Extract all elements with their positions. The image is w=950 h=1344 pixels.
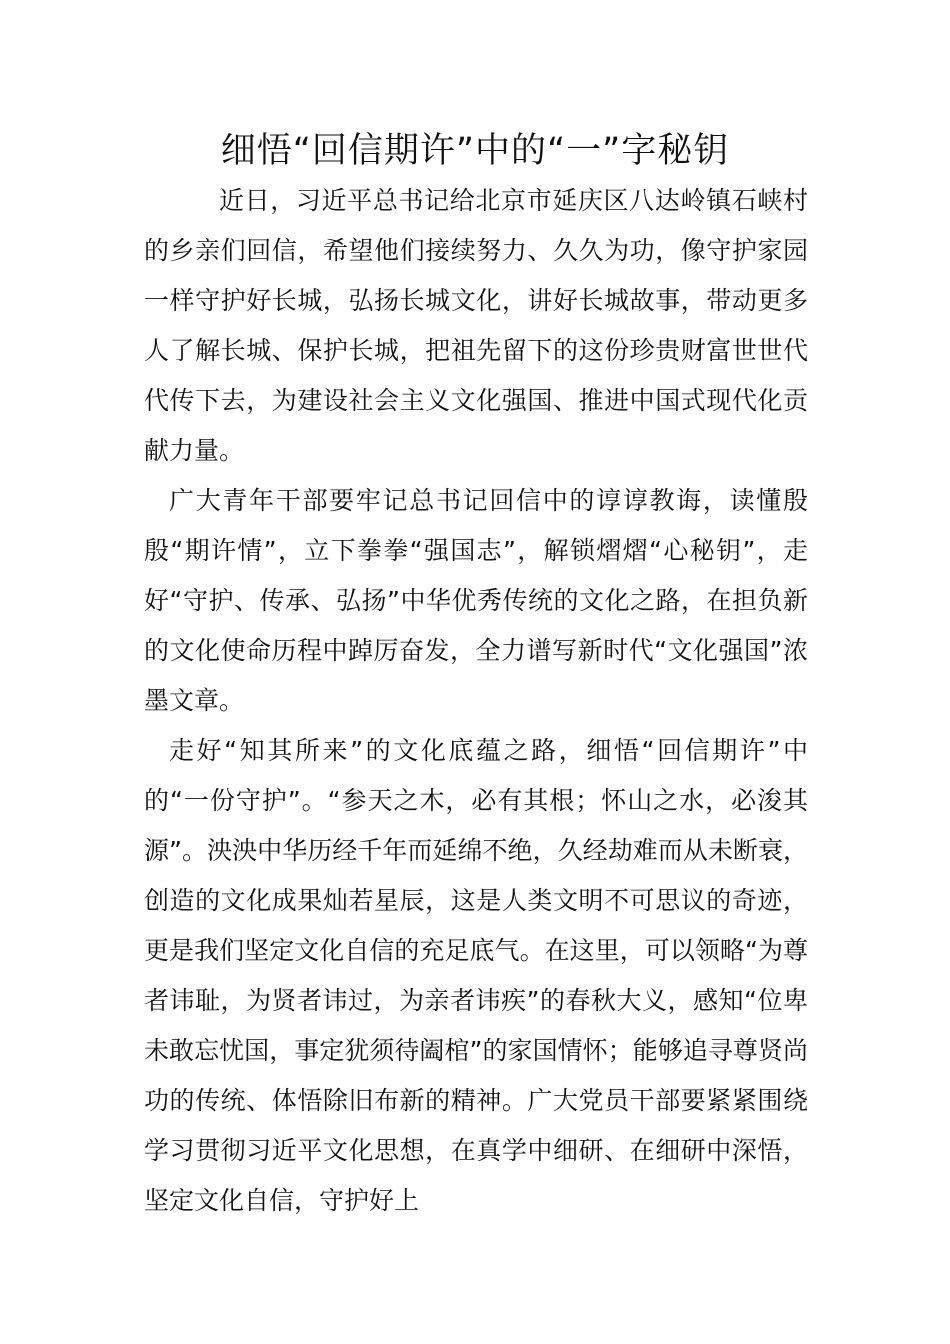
paragraph-youth-cadres: 广大青年干部要牢记总书记回信中的谆谆教诲，读懂殷殷“期许情”，立下拳拳“强国志”，解锁熠熠“心秘钥”，走好“守护、传承、弘扬”中华优秀传统的文化之路，在担负新的文化使命历程中踔厉奋发，全力谱写新时代“文化强国”浓墨文章。 [144, 486, 808, 715]
paragraph-cultural-heritage: 走好“知其所来”的文化底蕴之路，细悟“回信期许”中的“一份守护”。“参天之木，必有其根；怀山之水，必浚其源”。泱泱中华历经千年而延绵不绝，久经劫难而从未断衰，创造的文化成果灿若星辰，这是人类文明不可思议的奇迹，更是我们坚定文化自信的充足底气。在这里，可以领略“为尊者讳耻，为贤者讳过，为亲者讳疾”的春秋大义，感知“位卑未敢忘忧国，事定犹须待阖棺”的家国情怀；能够追寻尊贤尚功的传统、体悟除旧布新的精神。广大党员干部要紧紧围绕学习贯彻习近平文化思想，在真学中细研、在细研中深悟，坚定文化自信，守护好上 [144, 736, 808, 1215]
document-body [144, 176, 808, 1226]
paragraph-intro: 近日，习近平总书记给北京市延庆区八达岭镇石峡村的乡亲们回信，希望他们接续努力、久久为功，像守护家园一样守护好长城，弘扬长城文化，讲好长城故事，带动更多人了解长城、保护长城，把祖先留下的这份珍贵财富世世代代传下去，为建设社会主义文化强国、推进中国式现代化贡献力量。 [144, 186, 808, 465]
document-title: 细悟“回信期许”中的“一”字秘钥 [220, 131, 730, 171]
